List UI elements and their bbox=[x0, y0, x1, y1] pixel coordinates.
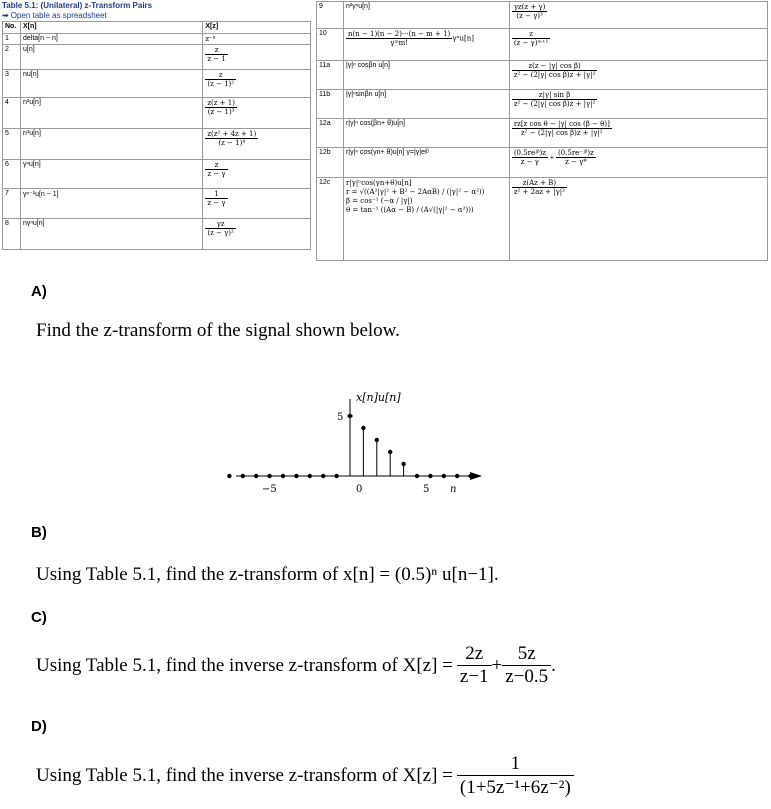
table-title: Table 5.1: (Unilateral) z-Transform Pairs bbox=[2, 1, 153, 10]
table-row bbox=[317, 148, 768, 178]
stem-point-n3 bbox=[388, 450, 392, 454]
y-axis-label: x[n]u[n] bbox=[356, 391, 401, 404]
row-z: $\frac{z}{z - 1}$ bbox=[203, 45, 311, 70]
table-row bbox=[317, 178, 768, 261]
part-c-term2: $\frac{5z}{z-0.5}$ bbox=[502, 643, 551, 688]
row-z: z⁻ᵏ bbox=[203, 34, 311, 45]
stem-point-n-7 bbox=[254, 474, 258, 478]
row-x: $\frac{n(n - 1)(n - 2)\cdot\cdot\cdot(n - m + 1)}{\text{γᵐm!}}$ γⁿu[n] bbox=[343, 29, 509, 61]
row-x: nγⁿu[n] bbox=[20, 219, 202, 250]
x-tick-label-neg5: −5 bbox=[262, 484, 277, 495]
open-spreadsheet-link[interactable] bbox=[2, 11, 107, 20]
transform-table-right bbox=[316, 1, 768, 261]
header-xn: X[n] bbox=[20, 22, 202, 34]
table-row bbox=[3, 70, 311, 98]
row-no: 9 bbox=[317, 2, 344, 29]
table-row bbox=[317, 29, 768, 61]
row-no: 1 bbox=[3, 34, 21, 45]
row-z: $\frac{1}{z - \gamma}$ bbox=[203, 189, 311, 219]
row-no: 4 bbox=[3, 98, 21, 129]
stem-point-n5 bbox=[415, 474, 419, 478]
row-x: |γ|ⁿsinβn u[n] bbox=[343, 90, 509, 119]
table-row bbox=[3, 98, 311, 129]
stem-point-n4 bbox=[401, 462, 405, 466]
part-c-period: . bbox=[551, 654, 556, 676]
row-z: $\frac{z}{z - \gamma}$ bbox=[203, 160, 311, 189]
row-z: $\frac{\text{z(z − |γ| cos β)}}{\text{z² − (2|γ| cos β)z + |γ|²}}$ bbox=[509, 61, 767, 90]
x-axis-label: n bbox=[450, 484, 457, 495]
row-no: 12b bbox=[317, 148, 344, 178]
stem-plot bbox=[220, 385, 510, 500]
row-x: n²γⁿu[n] bbox=[343, 2, 509, 29]
row-z: $\frac{z}{\text{(z − γ)ᵐ⁺¹}}$ bbox=[509, 29, 767, 61]
row-z: $\frac{z(Az + B)}{\text{z² + 2az + |γ|²}}$ bbox=[509, 178, 767, 261]
table-row bbox=[3, 45, 311, 70]
y-tick-label-5: 5 bbox=[337, 412, 344, 423]
stem-point-n-5 bbox=[281, 474, 285, 478]
row-x: n²u[n] bbox=[20, 98, 202, 129]
part-b-question: Using Table 5.1, find the z-transform of x[n] = (0.5)ⁿ u[n−1]. bbox=[36, 564, 499, 585]
row-x: u[n] bbox=[20, 45, 202, 70]
stem-point-n-1 bbox=[334, 474, 338, 478]
row-x: γⁿu[n] bbox=[20, 160, 202, 189]
row-no: 6 bbox=[3, 160, 21, 189]
table-row bbox=[3, 219, 311, 250]
row-x: n³u[n] bbox=[20, 129, 202, 160]
table-row bbox=[3, 189, 311, 219]
stem-point-n2 bbox=[375, 438, 379, 442]
row-x: |γ|ⁿ cosβn u[n] bbox=[343, 61, 509, 90]
part-c-text: Using Table 5.1, find the inverse z-transform of X[z] = bbox=[36, 654, 453, 676]
stem-point-n-8 bbox=[241, 474, 245, 478]
table-row bbox=[3, 129, 311, 160]
row-z: $\frac{z(z + 1)}{\text{(z − 1)³}}$ bbox=[203, 98, 311, 129]
part-c-term1: $\frac{2z}{z-1}$ bbox=[457, 643, 492, 688]
row-no: 12c bbox=[317, 178, 344, 261]
row-z: $\frac{\text{(0.5reʲᵝ)z}}{z - \gamma}$ + $\frac{\text{(0.5re⁻ʲᵝ)z}}{z - \gamma*}$ bbox=[509, 148, 767, 178]
part-a-label: A) bbox=[31, 283, 47, 300]
stem-point-n6 bbox=[428, 474, 432, 478]
row-no: 7 bbox=[3, 189, 21, 219]
row-no: 8 bbox=[3, 219, 21, 250]
row-x: r|γ|ⁿcos(γn+θ)u[n] r = √((A²|γ|² + B² − 2AαB) / (|γ|² − α²)) β = cos⁻¹ (−α / |γ|) θ = tan⁻¹ ((Aα − B) / (A√(|γ|² − α²))) bbox=[343, 178, 509, 261]
part-d-fraction: $\frac{1}{\text{(1+5z⁻¹+6z⁻²)}}$ bbox=[457, 753, 574, 799]
table-row bbox=[317, 90, 768, 119]
table-header-row bbox=[3, 22, 311, 34]
part-d-text: Using Table 5.1, find the inverse z-transform of X[z] = bbox=[36, 765, 453, 786]
row-no: 3 bbox=[3, 70, 21, 98]
row-no: 5 bbox=[3, 129, 21, 160]
x-tick-label-5: 5 bbox=[423, 484, 430, 495]
stem-point-n-6 bbox=[267, 474, 271, 478]
part-c-label: C) bbox=[31, 609, 47, 626]
row-no: 10 bbox=[317, 29, 344, 61]
part-d-label: D) bbox=[31, 718, 47, 735]
stem-point-n-2 bbox=[321, 474, 325, 478]
row-no: 2 bbox=[3, 45, 21, 70]
open-spreadsheet-label: Open table as spreadsheet bbox=[10, 11, 107, 20]
row-no: 12a bbox=[317, 119, 344, 148]
row-z: $\frac{\text{rz[z cos θ − |γ| cos (β − θ)]}}{\text{z² − (2|γ| cos β)z + |γ|²}}$ bbox=[509, 119, 767, 148]
row-z: $\frac{\gamma z(z + \gamma)}{\text{(z − γ)³}}$ bbox=[509, 2, 767, 29]
stem-point-n-9 bbox=[227, 474, 231, 478]
stem-point-n1 bbox=[361, 426, 365, 430]
row-x: nu[n] bbox=[20, 70, 202, 98]
row-z: $\frac{\text{z|γ| sin β}}{\text{z² − (2|γ| cos β)z + |γ|²}}$ bbox=[509, 90, 767, 119]
stem-point-n0 bbox=[348, 414, 352, 418]
table-row bbox=[317, 61, 768, 90]
row-x: γⁿ⁻¹u[n − 1] bbox=[20, 189, 202, 219]
header-xz: X[z] bbox=[203, 22, 311, 34]
part-c-plus: + bbox=[491, 654, 503, 676]
table-row bbox=[317, 2, 768, 29]
stem-point-n7 bbox=[442, 474, 446, 478]
x-tick-label-0: 0 bbox=[356, 484, 363, 495]
part-d-question bbox=[36, 753, 574, 799]
row-z: $\frac{\gamma z}{\text{(z − γ)²}}$ bbox=[203, 219, 311, 250]
part-c-question bbox=[36, 643, 556, 688]
stem-point-n-4 bbox=[294, 474, 298, 478]
row-no: 11a bbox=[317, 61, 344, 90]
row-z: $\frac{z}{\text{(z − 1)²}}$ bbox=[203, 70, 311, 98]
transform-table-left bbox=[2, 21, 311, 250]
stem-point-n8 bbox=[455, 474, 459, 478]
stem-point-n-3 bbox=[308, 474, 312, 478]
arrow-right-icon: ➡ bbox=[2, 11, 9, 20]
table-row bbox=[317, 119, 768, 148]
header-no: No. bbox=[3, 22, 21, 34]
table-row bbox=[3, 160, 311, 189]
row-x: r|γ|ⁿ cos(γn+ θ)u[n] γ=|γ|eʲᵝ bbox=[343, 148, 509, 178]
row-no: 11b bbox=[317, 90, 344, 119]
row-x: r|γ|ⁿ cos(βn+ θ)u[n] bbox=[343, 119, 509, 148]
stem-series bbox=[227, 414, 473, 478]
row-z: $\frac{\text{z(z² + 4z + 1)}}{\text{(z − 1)⁴}}$ bbox=[203, 129, 311, 160]
table-row bbox=[3, 34, 311, 45]
part-a-question: Find the z-transform of the signal shown below. bbox=[36, 320, 400, 341]
stem-point-n9 bbox=[468, 474, 472, 478]
row-x: delta[n − n] bbox=[20, 34, 202, 45]
part-b-label: B) bbox=[31, 524, 47, 541]
